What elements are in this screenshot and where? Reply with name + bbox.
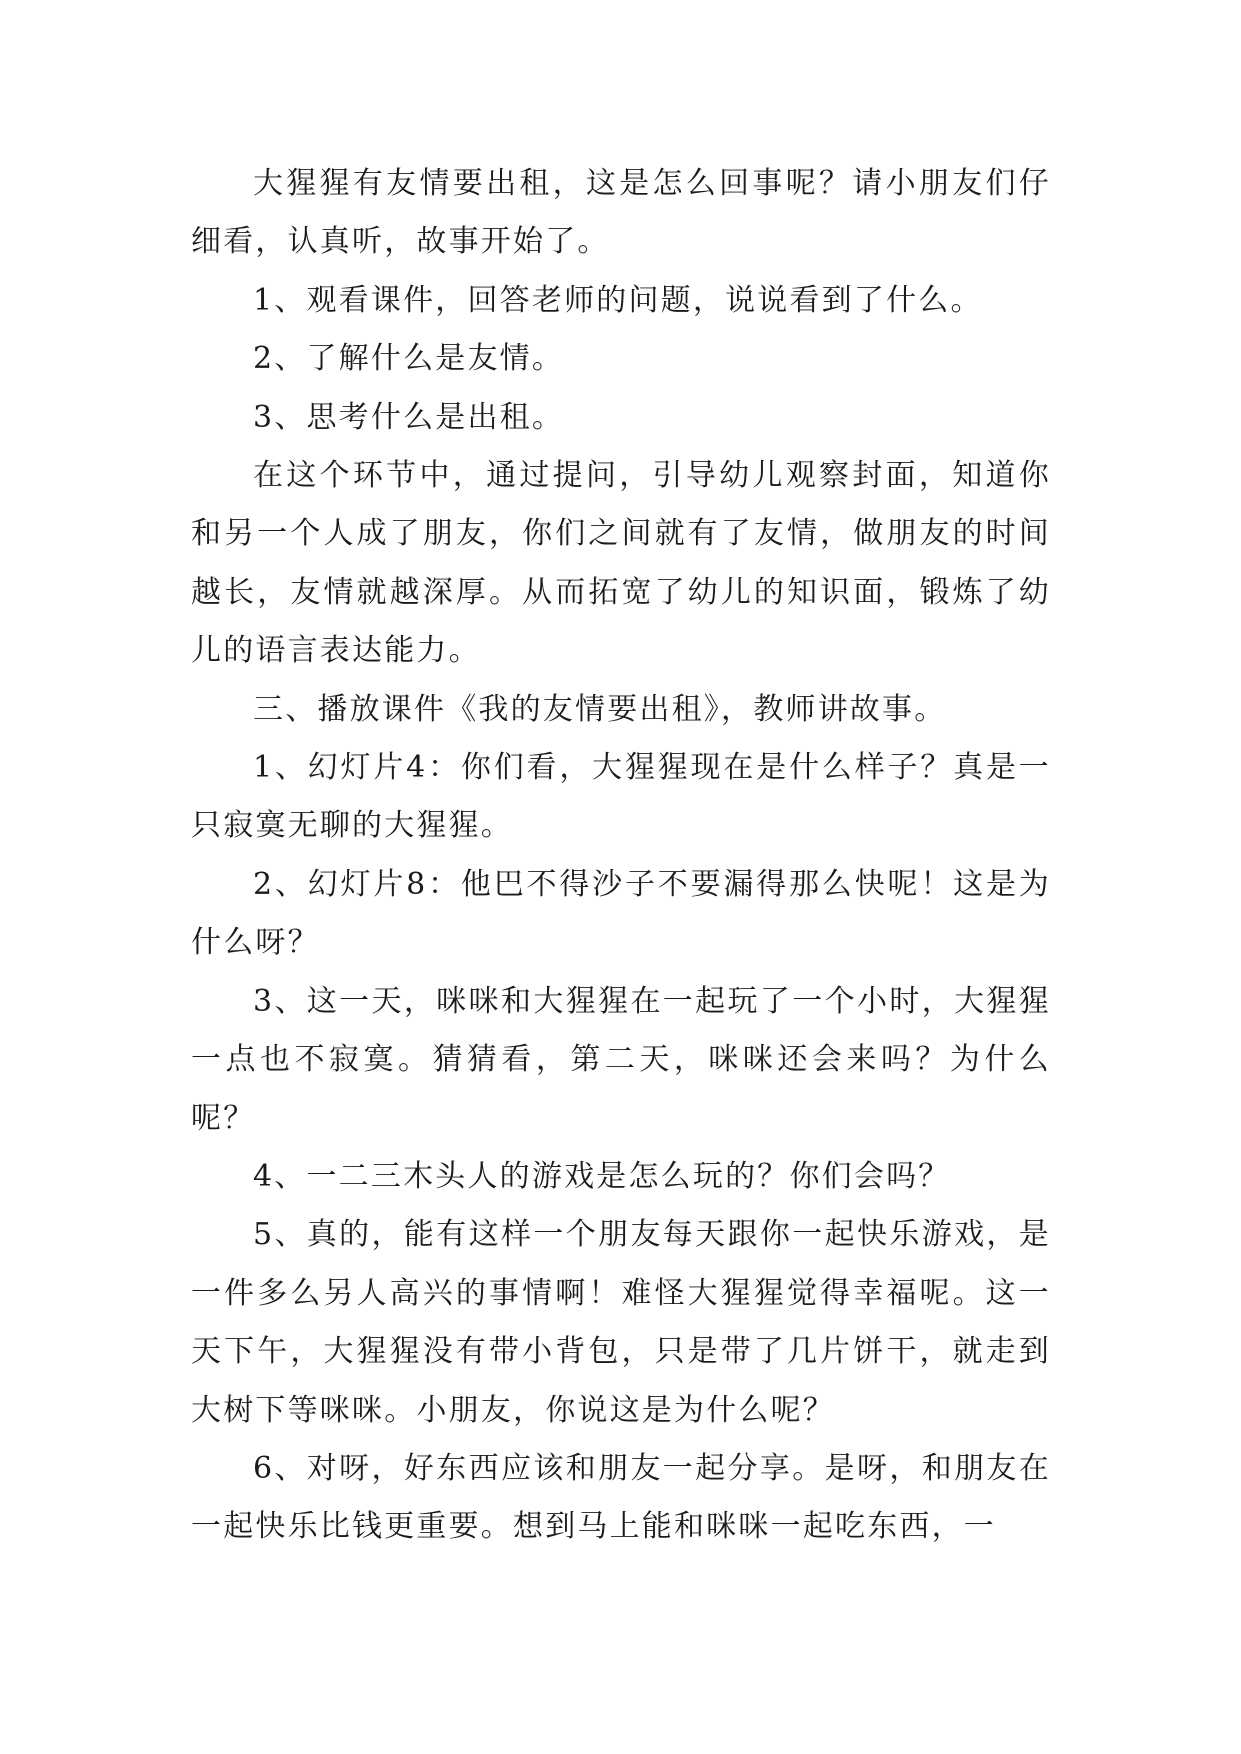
paragraph-item-5: 5、真的，能有这样一个朋友每天跟你一起快乐游戏，是一件多么另人高兴的事情啊！难怪大猩猩觉得幸福呢。这一天下午，大猩猩没有带小背包，只是带了几片饼干，就走到大树下等咪咪。小朋友，你说这是为什么呢？ [191, 1217, 1051, 1428]
paragraph-item-6: 6、对呀，好东西应该和朋友一起分享。是呀，和朋友在一起快乐比钱更重要。想到马上能和咪咪一起吃东西，一 [191, 1450, 1051, 1545]
paragraph-section-summary: 在这个环节中，通过提问，引导幼儿观察封面，知道你和另一个人成了朋友，你们之间就有了友情，做朋友的时间越长，友情就越深厚。从而拓宽了幼儿的知识面，锻炼了幼儿的语言表达能力。 [191, 458, 1051, 669]
paragraph-item-4: 4、一二三木头人的游戏是怎么玩的？你们会吗？ [253, 1158, 951, 1194]
paragraph-step-2-friendship: 2、了解什么是友情。 [253, 341, 565, 377]
document-body [191, 155, 1051, 1557]
paragraph-step-3-rent: 3、思考什么是出租。 [253, 399, 565, 435]
paragraph-step-1-watch: 1、观看课件，回答老师的问题，说说看到了什么。 [253, 282, 983, 318]
paragraph-item-3: 3、这一天，咪咪和大猩猩在一起玩了一个小时，大猩猩一点也不寂寞。猜猜看，第二天，咪咪还会来吗？为什么呢？ [191, 983, 1051, 1136]
paragraph-section-three-heading: 三、播放课件《我的友情要出租》，教师讲故事。 [253, 691, 947, 727]
paragraph-slide-8: 2、幻灯片8：他巴不得沙子不要漏得那么快呢！这是为什么呀？ [191, 866, 1051, 961]
paragraph-intro: 大猩猩有友情要出租，这是怎么回事呢？请小朋友们仔细看，认真听，故事开始了。 [191, 166, 1051, 260]
paragraph-slide-4: 1、幻灯片4：你们看，大猩猩现在是什么样子？真是一只寂寞无聊的大猩猩。 [191, 750, 1051, 844]
